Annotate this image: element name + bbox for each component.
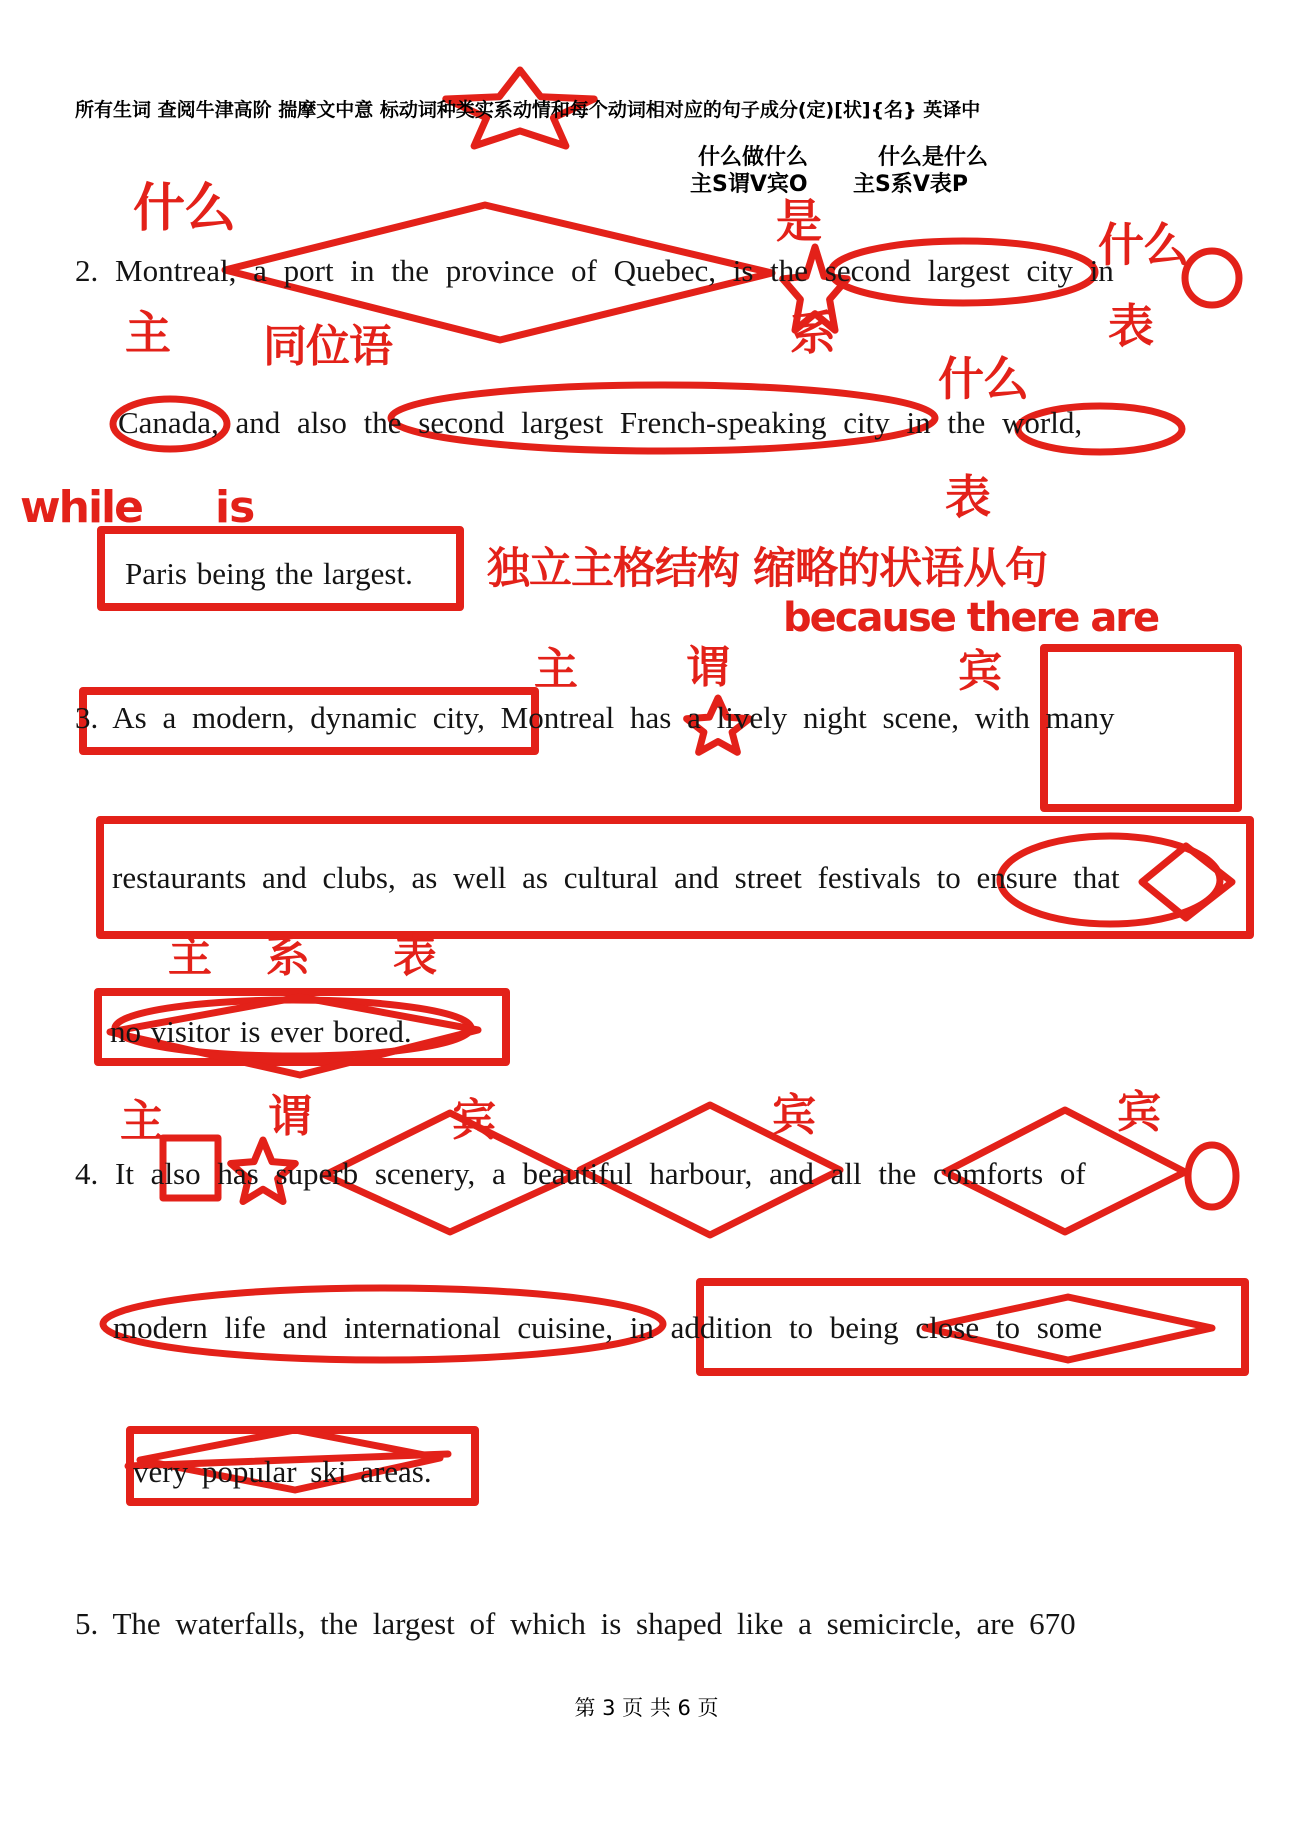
sentence3-line3: no visitor is ever bored. [110,1014,412,1049]
circle-mark-in [1185,251,1239,305]
annotation-is: is [215,482,255,533]
annotation-while: while [20,482,142,533]
annotation-biao-s3b: 表 [393,931,436,982]
page-number: 第 3 页 共 6 页 [574,1696,719,1720]
header-svp-formula: 主S系V表P [853,172,968,197]
header-svo-formula: 主S谓V宾O [690,172,808,197]
annotation-xi-s2: 系 [790,306,835,360]
annotation-biao-s2-line1: 表 [1108,299,1153,353]
sentence3-line2: restaurants and clubs, as well as cultural and street festivals to ensure that [112,860,1120,895]
annotation-bin-s4-2: 宾 [772,1090,815,1141]
annotation-wei-s4: 谓 [268,1091,311,1142]
diamond-mark-that [1142,846,1232,918]
annotation-bin-s3: 宾 [958,646,1001,697]
annotation-tongweiyu: 同位语 [263,321,392,372]
annotation-shi: 是 [776,194,821,248]
annotation-absolute-construction: 独立主格结构 缩略的状语从句 [487,544,1047,594]
header-instructions: 所有生词 查阅牛津高阶 揣摩文中意 标动词种类实系动情和每个动词相对应的句子成分(定)[状]{名} 英译中 [75,99,981,121]
annotation-because-there-are: because there are [783,595,1159,641]
annotation-zhu-s3b: 主 [168,931,211,982]
annotation-biao-s2-line2: 表 [945,470,990,524]
sentence2-line2: Canada, and also the second largest French-speaking city in the world, [118,405,1083,440]
sentence4-line3: very popular ski areas. [133,1454,432,1489]
header-pattern-be: 什么是什么 [878,145,989,170]
header-pattern-do: 什么做什么 [698,145,809,170]
sentence5-line1: 5. The waterfalls, the largest of which is shaped like a semicircle, are 670 [75,1606,1076,1641]
annotation-zhu-s3: 主 [534,644,577,695]
sentence4-line1: 4. It also has superb scenery, a beautiful harbour, and all the comforts of [75,1156,1086,1191]
annotation-wei-s3: 谓 [686,642,729,693]
annotation-bin-s4-1: 宾 [452,1095,495,1146]
sentence2-line1: 2. Montreal, a port in the province of Quebec, is the second largest city in [75,253,1114,288]
annotation-xi-s3b: 系 [266,931,309,982]
annotation-zhu-s4: 主 [120,1096,163,1147]
sentence3-line1: 3. As a modern, dynamic city, Montreal has a lively night scene, with many [75,700,1115,735]
annotation-shenme-subject: 什么 [133,179,236,239]
annotation-shenme-predicative2: 什么 [938,352,1028,406]
sentence4-line2: modern life and international cuisine, in addition to being close to some [113,1310,1103,1345]
annotation-bin-s4-3: 宾 [1117,1087,1160,1138]
annotation-shenme-predicative1: 什么 [1098,218,1188,272]
sentence2-line3: Paris being the largest. [125,556,413,591]
annotation-zhu-s2: 主 [125,306,170,360]
circle-mark-of [1188,1145,1236,1207]
